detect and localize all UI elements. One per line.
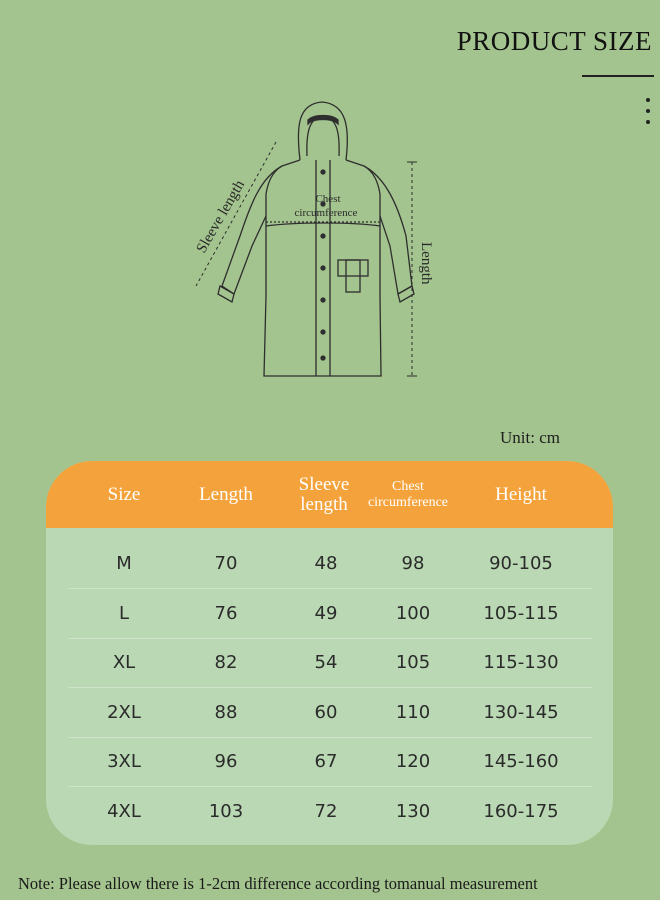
unit-label: Unit: cm <box>500 428 560 447</box>
cell-length: 70 <box>214 553 238 574</box>
cell-chest: 110 <box>395 701 431 723</box>
page-title: PRODUCT SIZE <box>456 26 652 56</box>
measurement-note: Note: Please allow there is 1-2cm difference according tomanual measurement <box>18 874 538 893</box>
cell-size: 2XL <box>107 701 141 723</box>
cell-length: 82 <box>214 652 238 673</box>
cell-sleeve: 72 <box>314 800 338 822</box>
chest-label-line2: circumference <box>294 207 358 219</box>
header-chest <box>360 461 456 528</box>
table-row <box>68 638 592 688</box>
cell-height: 90-105 <box>489 553 553 574</box>
cell-height: 145-160 <box>483 751 559 772</box>
cell-chest: 98 <box>401 553 425 574</box>
header-sleeve <box>284 461 364 528</box>
cell-chest: 105 <box>395 652 431 673</box>
sleeve-length-label: Sleeve length <box>193 177 249 256</box>
table-row <box>68 737 592 787</box>
cell-sleeve: 49 <box>314 602 338 624</box>
table-row <box>68 688 592 738</box>
header-chest-line1: Chest <box>392 479 424 495</box>
header-height: Height <box>495 483 547 505</box>
header-sleeve-line2: length <box>300 493 348 515</box>
cell-size: XL <box>112 652 136 673</box>
size-table <box>46 461 613 845</box>
table-header <box>46 461 613 528</box>
header-size: Size <box>107 483 141 505</box>
cell-height: 105-115 <box>483 602 559 624</box>
cell-sleeve: 67 <box>314 751 338 772</box>
header-length: Length <box>199 483 253 505</box>
header-sleeve-line1: Sleeve <box>298 473 350 495</box>
cell-length: 96 <box>214 751 238 772</box>
table-row <box>68 589 592 639</box>
cell-sleeve: 48 <box>314 553 338 574</box>
table-row <box>68 539 592 589</box>
cell-length: 76 <box>214 602 238 624</box>
cell-size: 3XL <box>107 751 141 772</box>
cell-length: 103 <box>208 800 244 822</box>
table-row <box>68 787 592 836</box>
cell-size: 4XL <box>107 800 141 822</box>
title-underline <box>582 75 654 77</box>
header-chest-line2: circumference <box>367 494 449 510</box>
jacket-diagram <box>176 96 446 386</box>
cell-height: 130-145 <box>483 701 559 723</box>
length-label: Length <box>418 242 434 285</box>
cell-length: 88 <box>214 701 238 723</box>
kebab-menu-icon[interactable] <box>646 98 652 131</box>
cell-chest: 130 <box>395 800 431 822</box>
cell-height: 160-175 <box>483 800 559 822</box>
cell-sleeve: 60 <box>314 701 338 723</box>
cell-height: 115-130 <box>483 652 559 673</box>
chest-label-line1: Chest <box>315 193 341 205</box>
cell-sleeve: 54 <box>314 652 338 673</box>
cell-size: M <box>116 553 132 574</box>
cell-size: L <box>118 602 130 624</box>
cell-chest: 100 <box>395 602 431 624</box>
cell-chest: 120 <box>395 751 431 772</box>
